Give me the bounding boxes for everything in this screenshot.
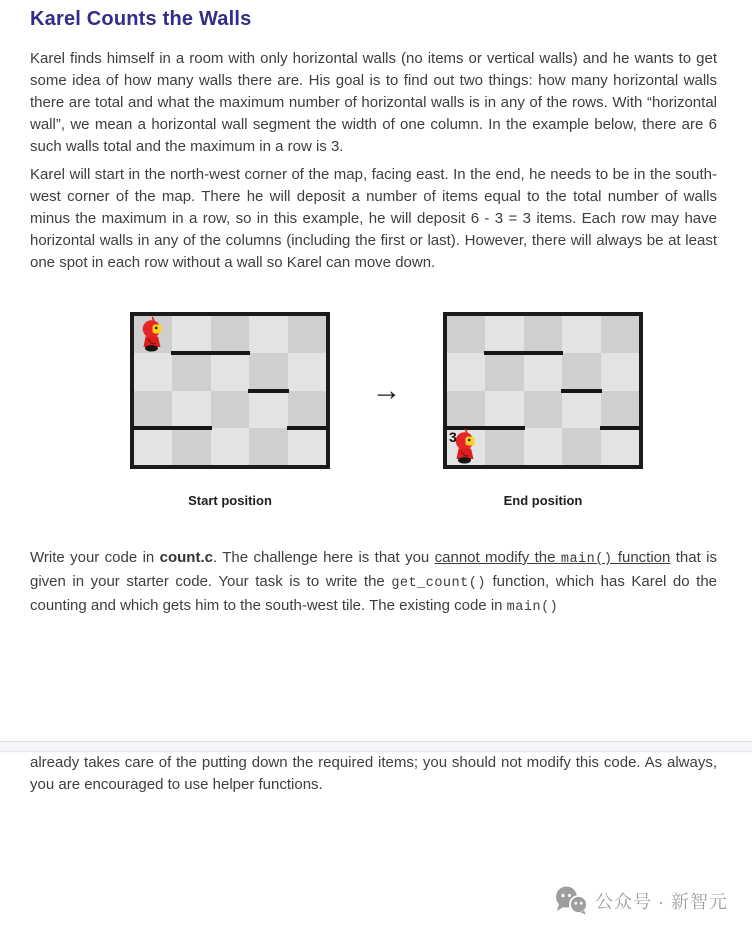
- world-cell: [288, 428, 326, 465]
- horizontal-wall: [484, 351, 524, 355]
- world-cell: [485, 353, 523, 390]
- world-cell: [172, 353, 210, 390]
- page-title: Karel Counts the Walls: [30, 8, 252, 30]
- filename-count-c: count.c: [159, 549, 213, 566]
- world-cell: [288, 316, 326, 353]
- world-cell: [601, 316, 639, 353]
- world-cell: [249, 428, 287, 465]
- intro-paragraph: Karel finds himself in a room with only horizontal walls (no items or vertical walls) and he wants to get some idea of how many walls there are. His goal is to find out two things: how many horizontal walls there are total and what the maximum number of horizontal walls is in any of the rows. With “horizontal wall”, we mean a horizontal wall segment the width of one column. In the example below, there are 6 such walls total and the maximum in a row is 3.: [30, 50, 717, 155]
- closing-paragraph: already takes care of the putting down the required items; you should not modify this code. As always, you are encouraged to use helper functions.: [30, 754, 717, 793]
- world-cell: [601, 353, 639, 390]
- task-paragraph: Karel will start in the north-west corner of the map, facing east. In the end, he needs to be in the south-west corner of the map. There he will deposit a number of items equal to the total number of walls minus the maximum in a row, so in this example, he will deposit 6 - 3 = 3 items. Each row may have horizontal walls in any of the columns (including the first or last). However, there will always be at least one spot in each row without a wall so Karel can move down.: [30, 166, 717, 271]
- code-main-function: main(): [506, 600, 559, 615]
- horizontal-wall: [171, 351, 211, 355]
- karel-robot-icon: [135, 316, 171, 353]
- world-cell: [485, 316, 523, 353]
- world-cell: [249, 316, 287, 353]
- world-cell: [211, 353, 249, 390]
- wechat-official-account-icon: [554, 886, 588, 915]
- world-cell: [562, 353, 600, 390]
- text-run: that is given in your starter code. Your task is to write the: [30, 549, 717, 590]
- world-cell: [172, 428, 210, 465]
- horizontal-wall: [523, 351, 563, 355]
- end-world-map: [443, 312, 643, 469]
- text-run: . The challenge here is that you: [212, 549, 435, 566]
- horizontal-wall: [210, 351, 250, 355]
- world-cell: [172, 391, 210, 428]
- world-cell: [485, 428, 523, 465]
- world-cell: [562, 316, 600, 353]
- world-cell: [134, 391, 172, 428]
- text-run: Write your code in: [30, 549, 160, 566]
- horizontal-wall: [600, 426, 640, 430]
- world-cell: [447, 316, 485, 353]
- code-get-count-function: get_count(): [391, 576, 486, 591]
- karel-worlds-figure: [130, 312, 717, 508]
- watermark-label: 公众号 · 新智元: [595, 891, 728, 912]
- horizontal-wall: [248, 389, 288, 393]
- text-run: cannot modify the: [434, 549, 561, 566]
- items-count-label: 3: [449, 428, 457, 445]
- end-world-column: [443, 312, 643, 508]
- horizontal-wall: [287, 426, 327, 430]
- world-cell: [524, 391, 562, 428]
- world-cell: [562, 428, 600, 465]
- world-cell: [211, 316, 249, 353]
- world-cell: [134, 353, 172, 390]
- world-cell: [211, 391, 249, 428]
- horizontal-wall: [171, 426, 211, 430]
- code-main-function: main(): [560, 552, 613, 567]
- world-cell: [288, 391, 326, 428]
- world-cell: [447, 391, 485, 428]
- world-cell: [249, 391, 287, 428]
- underlined-constraint: [435, 549, 671, 566]
- text-run: function: [612, 549, 671, 566]
- world-cell: [524, 316, 562, 353]
- world-cell: [485, 391, 523, 428]
- world-cell: [211, 428, 249, 465]
- world-cell: [134, 428, 172, 465]
- page-break-separator: [0, 741, 752, 752]
- horizontal-wall: [561, 389, 601, 393]
- world-cell: [601, 428, 639, 465]
- end-caption: End position: [503, 493, 583, 508]
- world-cell: [524, 353, 562, 390]
- watermark: [554, 886, 728, 915]
- start-world-column: [130, 312, 330, 508]
- world-cell: [524, 428, 562, 465]
- start-caption: Start position: [188, 493, 272, 508]
- transition-arrow-icon: →: [371, 373, 402, 407]
- world-cell: [562, 391, 600, 428]
- world-cell: [447, 353, 485, 390]
- world-cell: [172, 316, 210, 353]
- world-cell: [249, 353, 287, 390]
- world-cell: [288, 353, 326, 390]
- start-world-map: [130, 312, 330, 469]
- world-cell: [601, 391, 639, 428]
- write-code-paragraph: [30, 547, 717, 619]
- horizontal-wall: [133, 426, 173, 430]
- horizontal-wall: [484, 426, 524, 430]
- text-run: function, which has Karel do the counting and which gets him to the south-west tile. The existing code in: [30, 573, 718, 614]
